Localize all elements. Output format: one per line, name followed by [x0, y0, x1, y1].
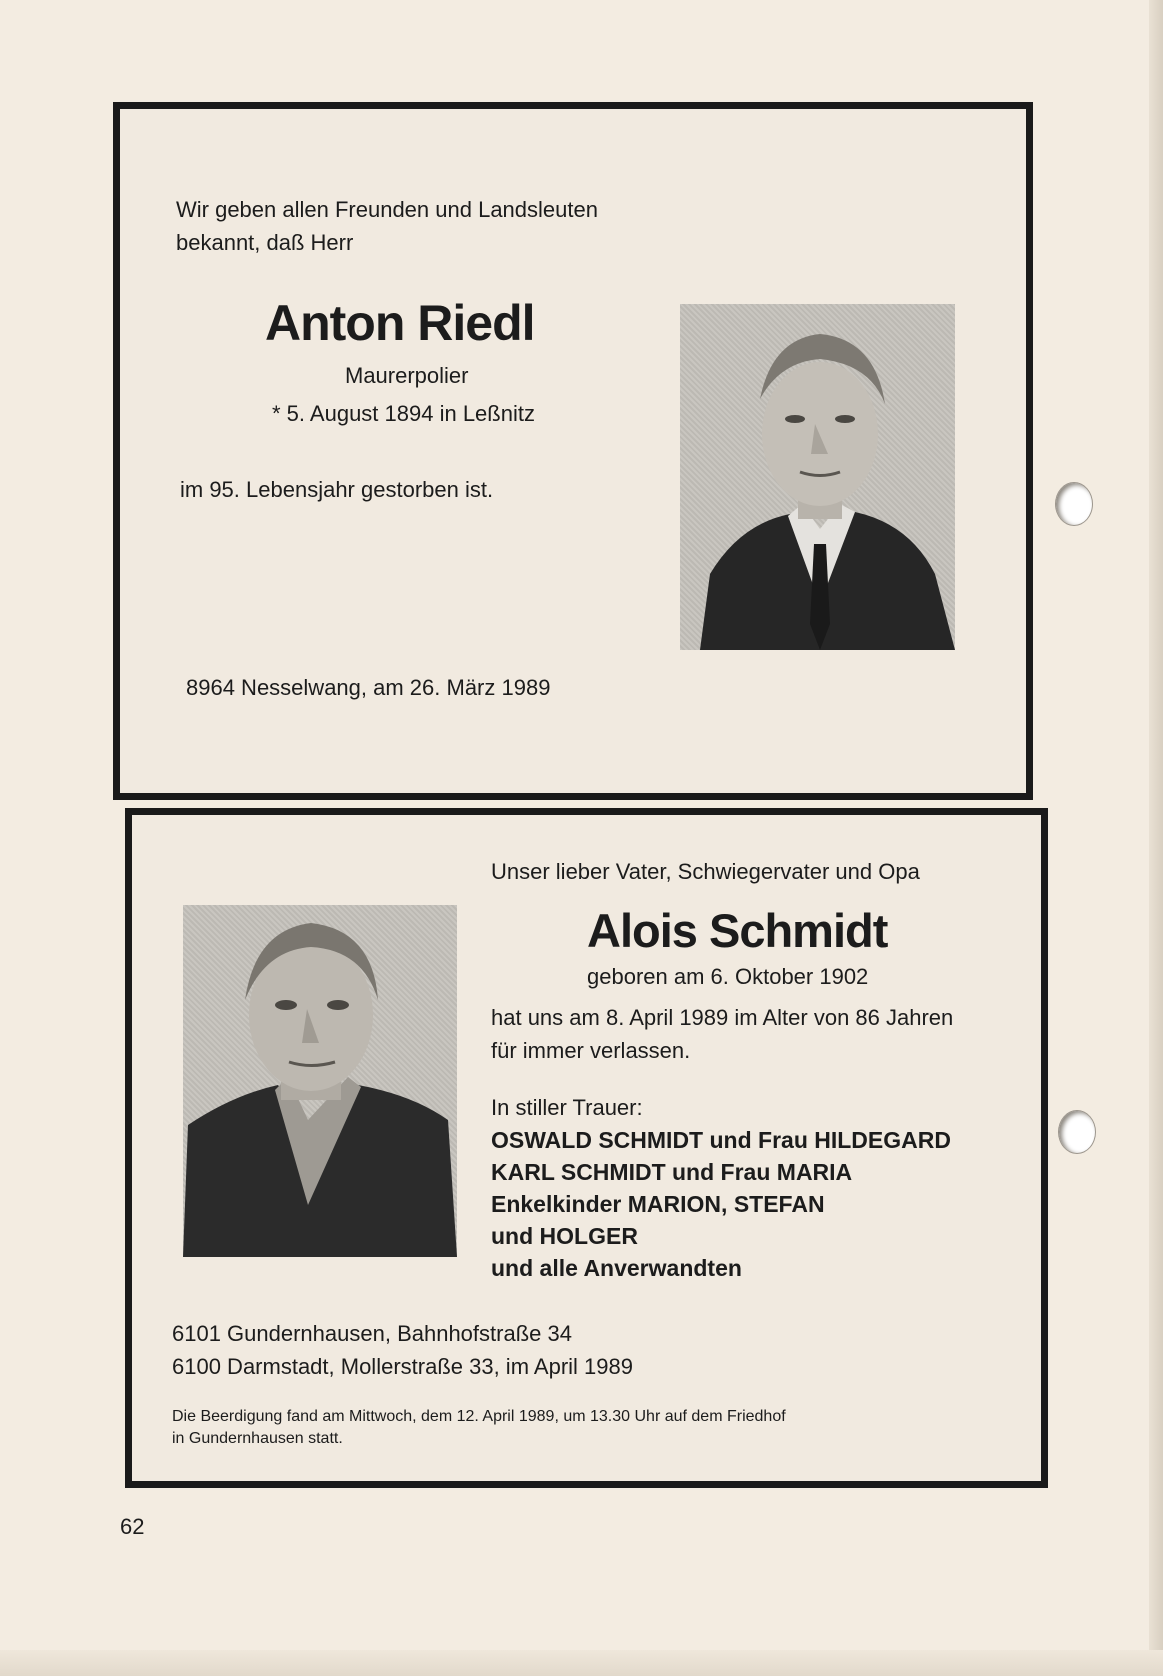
- obituary-notice-alois-schmidt: [125, 808, 1048, 1488]
- page-edge-shadow: [1149, 0, 1163, 1676]
- notice2-mourning-intro: In stiller Trauer:: [491, 1095, 643, 1120]
- notice2-address-1: 6101 Gundernhausen, Bahnhofstraße 34: [172, 1321, 572, 1346]
- notice2-birth: geboren am 6. Oktober 1902: [587, 964, 869, 989]
- notice2-funeral-line-2: in Gundernhausen statt.: [172, 1430, 343, 1447]
- punch-hole: [1055, 482, 1093, 526]
- notice1-intro-line-2: bekannt, daß Herr: [176, 230, 354, 255]
- notice2-intro: Unser lieber Vater, Schwiegervater und Opa: [491, 859, 920, 884]
- page-number: 62: [120, 1514, 145, 1539]
- obituary-notice-anton-riedl: [113, 102, 1033, 800]
- notice1-occupation: Maurerpolier: [345, 363, 469, 388]
- notice2-mourner-line: Enkelkinder MARION, STEFAN: [491, 1191, 825, 1217]
- notice2-mourner-line: OSWALD SCHMIDT und Frau HILDEGARD: [491, 1127, 951, 1153]
- notice1-birth: * 5. August 1894 in Leßnitz: [272, 401, 535, 426]
- notice2-funeral-line-1: Die Beerdigung fand am Mittwoch, dem 12. April 1989, um 13.30 Uhr auf dem Friedhof: [172, 1408, 786, 1425]
- notice2-mourner-line: und HOLGER: [491, 1223, 638, 1249]
- portrait-photo-alois-schmidt: [183, 905, 457, 1257]
- notice2-mourner-line: und alle Anverwandten: [491, 1255, 742, 1281]
- notice2-name: Alois Schmidt: [587, 904, 888, 957]
- page-bottom-edge: [0, 1650, 1163, 1676]
- notice2-mourner-line: KARL SCHMIDT und Frau MARIA: [491, 1159, 853, 1185]
- notice1-intro-line-1: Wir geben allen Freunden und Landsleuten: [176, 197, 598, 222]
- notice2-death-line-2: für immer verlassen.: [491, 1038, 691, 1063]
- notice1-death: im 95. Lebensjahr gestorben ist.: [180, 477, 494, 502]
- notice2-address-2: 6100 Darmstadt, Mollerstraße 33, im April 1989: [172, 1354, 633, 1379]
- notice1-name: Anton Riedl: [265, 295, 535, 351]
- notice2-death-line-1: hat uns am 8. April 1989 im Alter von 86 Jahren: [491, 1005, 954, 1030]
- punch-hole: [1058, 1110, 1096, 1154]
- notice1-place-date: 8964 Nesselwang, am 26. März 1989: [186, 675, 551, 700]
- portrait-photo-anton-riedl: [680, 304, 955, 650]
